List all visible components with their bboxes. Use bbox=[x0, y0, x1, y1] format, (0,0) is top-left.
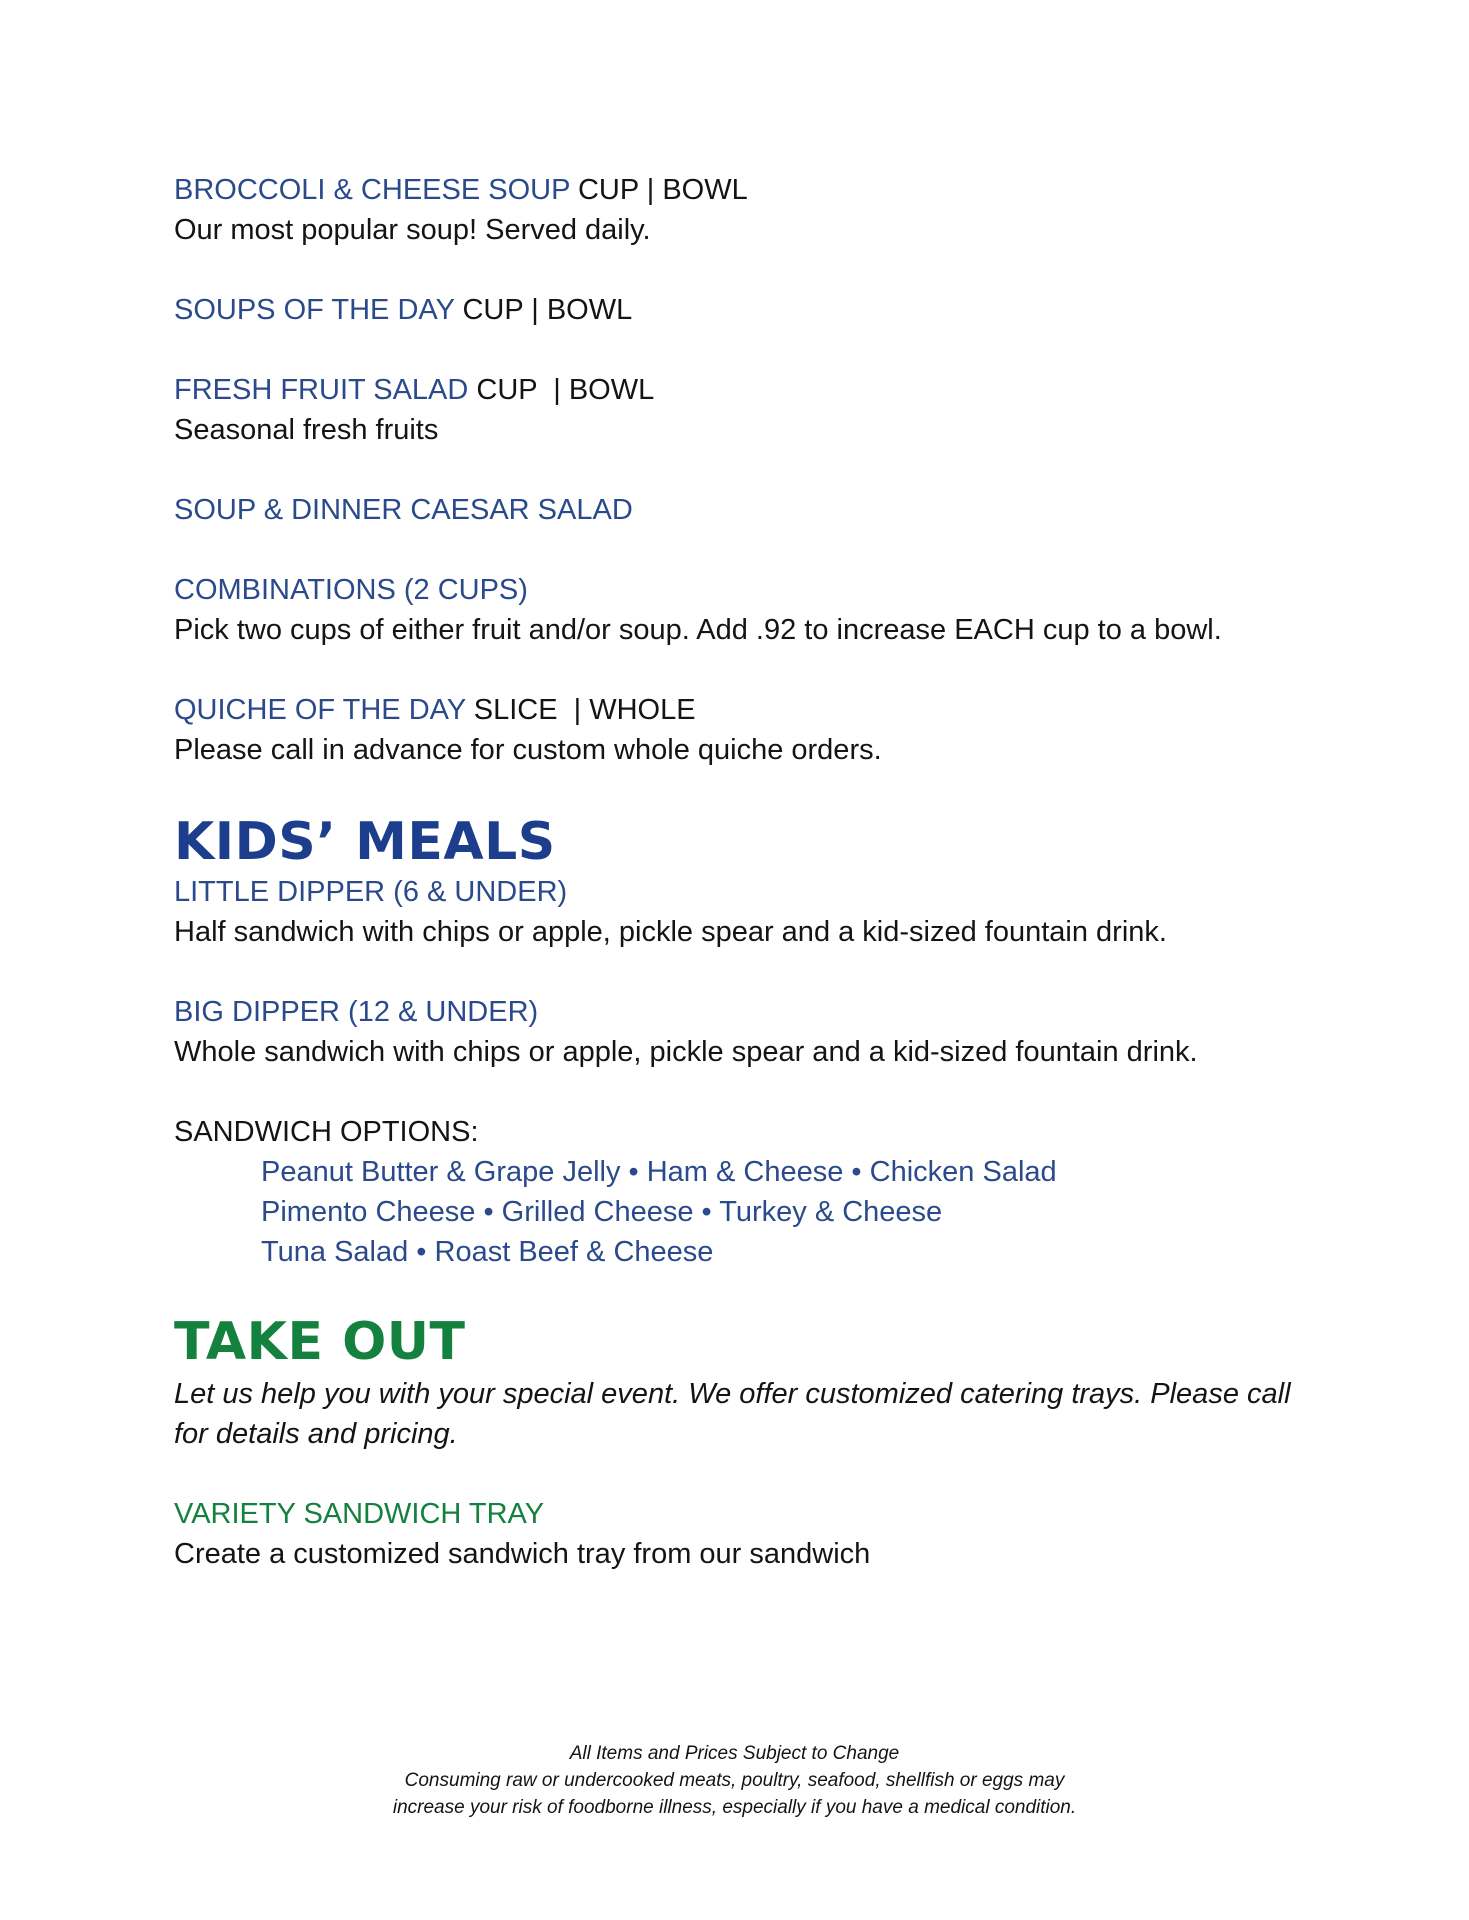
menu-item-soups-of-the-day bbox=[174, 290, 1314, 330]
item-name: FRESH FRUIT SALAD bbox=[174, 374, 469, 406]
item-name: VARIETY SANDWICH TRAY bbox=[174, 1498, 545, 1530]
item-sizes: CUP | BOWL bbox=[468, 374, 655, 406]
menu-item-broccoli-soup bbox=[174, 170, 1314, 250]
footer-disclaimer bbox=[0, 1740, 1469, 1821]
footer-line: Consuming raw or undercooked meats, poultry, seafood, shellfish or eggs may bbox=[404, 1770, 1065, 1791]
item-description: Seasonal fresh fruits bbox=[174, 414, 439, 446]
take-out-heading: TAKE OUT bbox=[174, 1312, 466, 1372]
item-description: Create a customized sandwich tray from our sandwich bbox=[174, 1538, 871, 1570]
item-sizes: SLICE | WHOLE bbox=[465, 694, 696, 726]
item-description: Pick two cups of either fruit and/or soup. Add .92 to increase EACH cup to a bowl. bbox=[174, 614, 1222, 646]
menu-item-quiche bbox=[174, 690, 1314, 770]
item-description: Whole sandwich with chips or apple, pickle spear and a kid-sized fountain drink. bbox=[174, 1036, 1198, 1068]
sandwich-options-line: Tuna Salad • Roast Beef & Cheese bbox=[261, 1236, 714, 1268]
take-out-intro: Let us help you with your special event. We offer customized catering trays. Please call for details and pricing. bbox=[174, 1378, 1291, 1450]
menu-item-soup-caesar bbox=[174, 490, 1314, 530]
item-description: Please call in advance for custom whole quiche orders. bbox=[174, 734, 882, 766]
item-sizes: CUP | BOWL bbox=[569, 174, 748, 206]
footer-line: increase your risk of foodborne illness, especially if you have a medical condition. bbox=[392, 1797, 1077, 1818]
item-name: LITTLE DIPPER (6 & UNDER) bbox=[174, 876, 568, 908]
item-name: BROCCOLI & CHEESE SOUP bbox=[174, 174, 570, 206]
item-name: SOUPS OF THE DAY bbox=[174, 294, 455, 326]
menu-item-variety-sandwich-tray bbox=[174, 1494, 1314, 1574]
menu-item-little-dipper bbox=[174, 872, 1314, 952]
menu-item-fresh-fruit-salad bbox=[174, 370, 1314, 450]
item-name: QUICHE OF THE DAY bbox=[174, 694, 466, 726]
item-description: Our most popular soup! Served daily. bbox=[174, 214, 651, 246]
menu-item-combinations bbox=[174, 570, 1314, 650]
item-sizes: CUP | BOWL bbox=[454, 294, 633, 326]
item-name: COMBINATIONS (2 CUPS) bbox=[174, 574, 528, 606]
item-name: BIG DIPPER (12 & UNDER) bbox=[174, 996, 539, 1028]
menu-page bbox=[174, 170, 1314, 1574]
footer-line: All Items and Prices Subject to Change bbox=[569, 1743, 900, 1764]
menu-item-big-dipper bbox=[174, 992, 1314, 1072]
sandwich-options bbox=[174, 1112, 1314, 1272]
sandwich-options-line: Pimento Cheese • Grilled Cheese • Turkey & Cheese bbox=[261, 1196, 943, 1228]
sandwich-options-line: Peanut Butter & Grape Jelly • Ham & Cheese • Chicken Salad bbox=[261, 1156, 1057, 1188]
item-description: Half sandwich with chips or apple, pickle spear and a kid-sized fountain drink. bbox=[174, 916, 1167, 948]
kids-meals-heading: KIDS’ MEALS bbox=[174, 812, 556, 872]
item-name: SOUP & DINNER CAESAR SALAD bbox=[174, 494, 633, 526]
sandwich-options-label: SANDWICH OPTIONS: bbox=[174, 1116, 479, 1148]
